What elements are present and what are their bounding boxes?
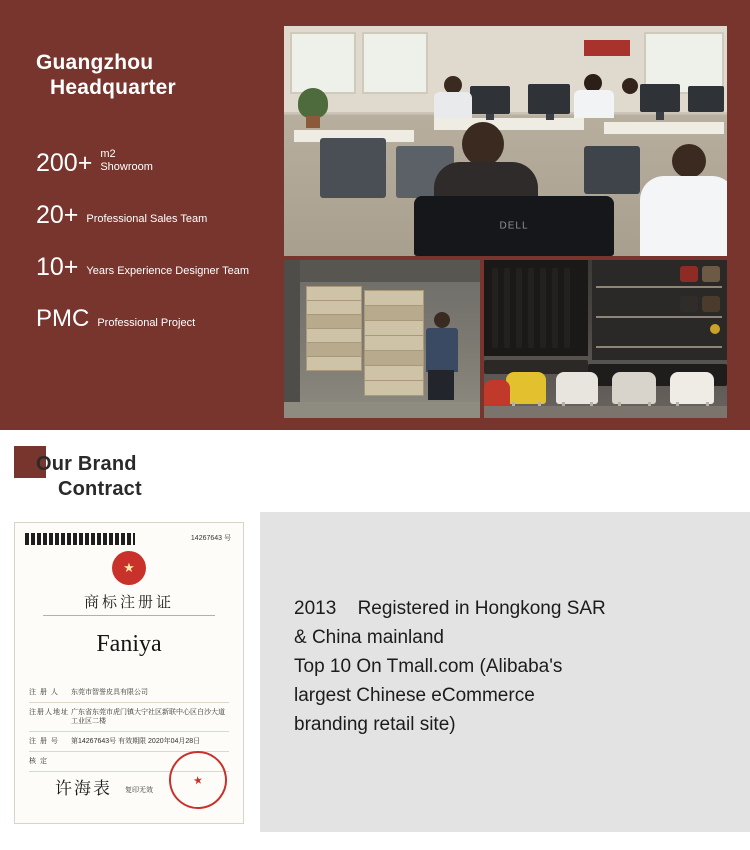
warehouse-photo bbox=[284, 260, 480, 418]
page-title bbox=[36, 50, 276, 100]
national-emblem-icon: ★ bbox=[112, 551, 146, 585]
brand-section-title-line1: Our Brand bbox=[36, 453, 137, 475]
stat-unit: m2 bbox=[100, 148, 116, 160]
brand-info-text bbox=[294, 594, 714, 739]
row-value: 第14267643号 有效期限 2020年04月28日 bbox=[71, 738, 201, 745]
stat-sublabel: Professional Sales Team bbox=[86, 213, 208, 225]
stat-label bbox=[86, 265, 249, 280]
info-line-4: largest Chinese eCommerce bbox=[294, 685, 535, 706]
stat-sublabel: Showroom bbox=[100, 161, 153, 173]
stats-list bbox=[36, 148, 276, 332]
photo-collage bbox=[284, 26, 727, 418]
showroom-photo bbox=[484, 260, 727, 418]
stat-label bbox=[100, 148, 153, 176]
info-line-1 bbox=[294, 594, 714, 623]
stat-number: 20+ bbox=[36, 201, 79, 229]
certificate-signature-note: 复印无效 bbox=[125, 787, 153, 794]
certificate-code: 14267643 号 bbox=[190, 535, 231, 542]
brand-section-title bbox=[36, 452, 142, 502]
stat-sublabel: Professional Project bbox=[97, 317, 196, 329]
headquarter-text-block bbox=[36, 50, 276, 358]
stat-number: PMC bbox=[36, 305, 90, 332]
stat-number: 200+ bbox=[36, 149, 93, 177]
certificate-signature: 许海表 bbox=[55, 779, 112, 798]
row-key: 注 册 号 bbox=[29, 738, 59, 745]
row-key: 注册人地址 bbox=[29, 709, 69, 716]
stat-label bbox=[97, 317, 195, 332]
certificate-brand-name: Faniya bbox=[96, 631, 162, 657]
stat-sublabel: Years Experience Designer Team bbox=[86, 265, 250, 277]
certificate-heading: 商标注册证 bbox=[83, 594, 174, 611]
row-value: 广东省东莞市虎门镇大宁社区新联中心区白沙大道工业区二楼 bbox=[71, 709, 225, 725]
brand-info-panel bbox=[260, 512, 750, 832]
stat-item-pmc bbox=[36, 306, 276, 332]
table-row bbox=[29, 683, 229, 703]
trademark-certificate-image bbox=[14, 522, 244, 824]
stat-number: 10+ bbox=[36, 253, 79, 281]
office-photo bbox=[284, 26, 727, 256]
monitor-brand-text: DELL bbox=[499, 220, 529, 232]
stat-item-designer-team bbox=[36, 254, 276, 280]
registration-year: 2013 bbox=[294, 598, 337, 619]
info-line-3: Top 10 On Tmall.com (Alibaba's bbox=[294, 656, 563, 677]
info-line-2: & China mainland bbox=[294, 627, 444, 648]
brand-section-title-line2: Contract bbox=[58, 478, 142, 500]
registration-text: Registered in Hongkong SAR bbox=[357, 598, 606, 619]
row-key: 注 册 人 bbox=[29, 689, 59, 696]
certificate-barcode bbox=[25, 533, 135, 545]
stat-item-sales-team bbox=[36, 202, 276, 228]
info-line-5: branding retail site) bbox=[294, 714, 456, 735]
table-row bbox=[29, 732, 229, 752]
row-value: 东莞市智誉皮具有限公司 bbox=[71, 689, 148, 696]
stat-label bbox=[86, 213, 207, 228]
seal-star-icon: ★ bbox=[192, 773, 204, 788]
table-row bbox=[29, 703, 229, 732]
page-title-line2: Headquarter bbox=[50, 76, 176, 99]
page-title-line1: Guangzhou bbox=[36, 51, 154, 74]
certificate-divider bbox=[43, 615, 215, 616]
stat-item-showroom bbox=[36, 148, 276, 176]
row-key: 核 定 bbox=[29, 758, 48, 765]
